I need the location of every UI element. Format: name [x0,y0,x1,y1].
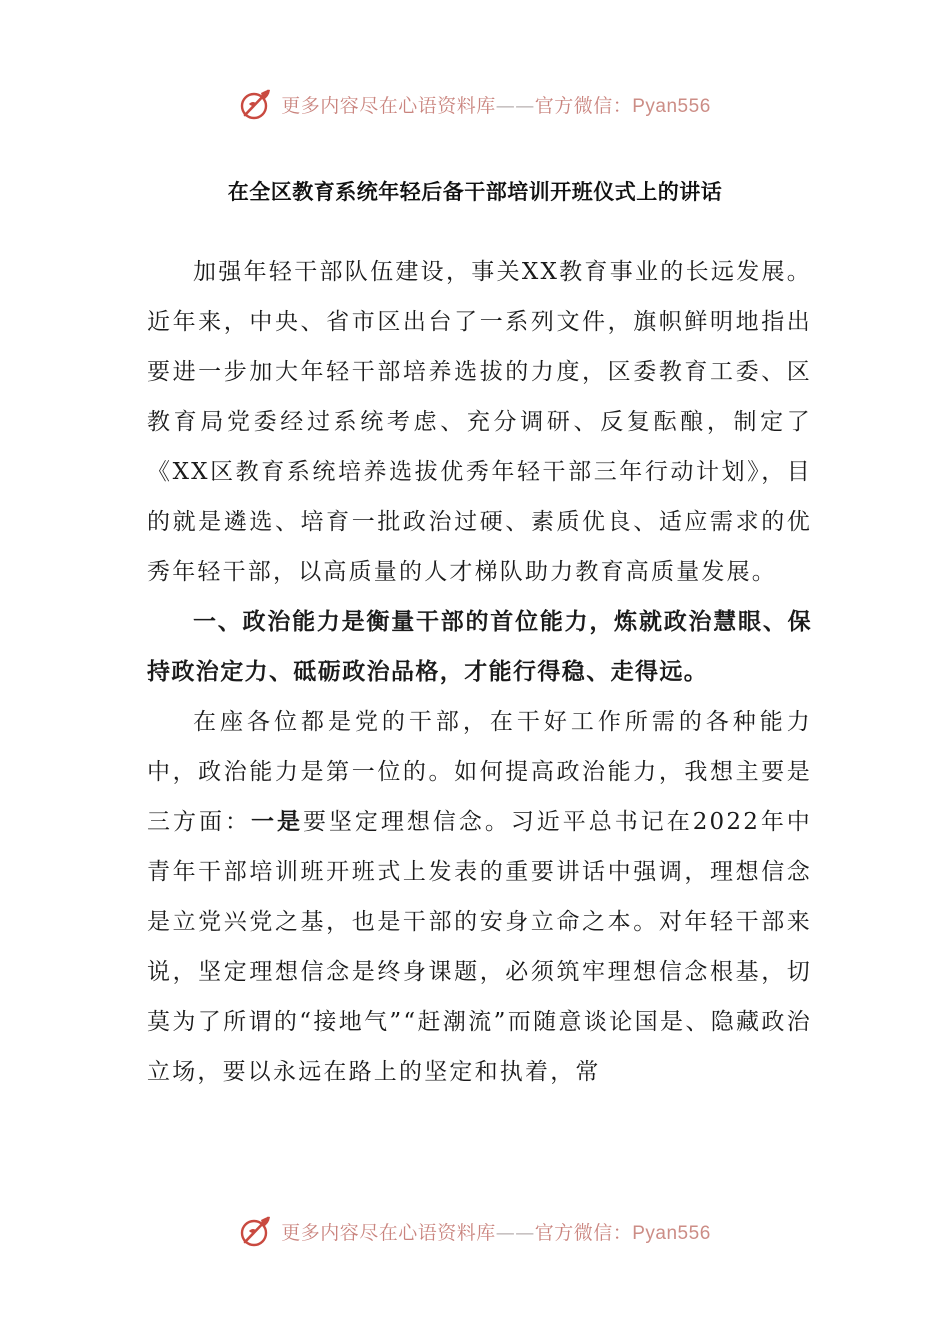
watermark-text: 更多内容尽在心语资料库——官方微信：Pyan556 [281,94,711,117]
quill-logo-icon [239,1214,273,1248]
section-paragraph [147,697,812,1097]
document-body [147,247,812,1097]
section-paragraph-part-a: 在座各位都是党的干部，在干好工作所需的各种能力中，政治能力是第一位的。如何提高政治能力，我想主要是三方面： [147,709,812,835]
section-heading: 一、政治能力是衡量干部的首位能力，炼就政治慧眼、保持政治定力、砥砺政治品格，才能行得稳、走得远。 [147,609,812,685]
section-paragraph-emphasis: 一是 [250,809,303,835]
document-title: 在全区教育系统年轻后备干部培训开班仪式上的讲话 [227,180,723,204]
watermark-footer [0,1211,950,1251]
watermark-header [0,84,950,124]
intro-paragraph: 加强年轻干部队伍建设，事关XX教育事业的长远发展。近年来，中央、省市区出台了一系列文件，旗帜鲜明地指出要进一步加大年轻干部培养选拔的力度，区委教育工委、区教育局党委经过系统考虑、充分调研、反复酝酿，制定了《XX区教育系统培养选拔优秀年轻干部三年行动计划》，目的就是遴选、培育一批政治过硬、素质优良、适应需求的优秀年轻干部，以高质量的人才梯队助力教育高质量发展。 [147,259,812,585]
quill-logo-icon [239,87,273,121]
watermark-text: 更多内容尽在心语资料库——官方微信：Pyan556 [281,1221,711,1244]
section-paragraph-part-b: 要坚定理想信念。习近平总书记在2022年中青年干部培训班开班式上发表的重要讲话中强调，理想信念是立党兴党之基，也是干部的安身立命之本。对年轻干部来说，坚定理想信念是终身课题，必须筑牢理想信念根基，切莫为了所谓的“接地气”“赶潮流”而随意谈论国是、隐藏政治立场，要以永远在路上的坚定和执着，常 [147,809,813,1085]
